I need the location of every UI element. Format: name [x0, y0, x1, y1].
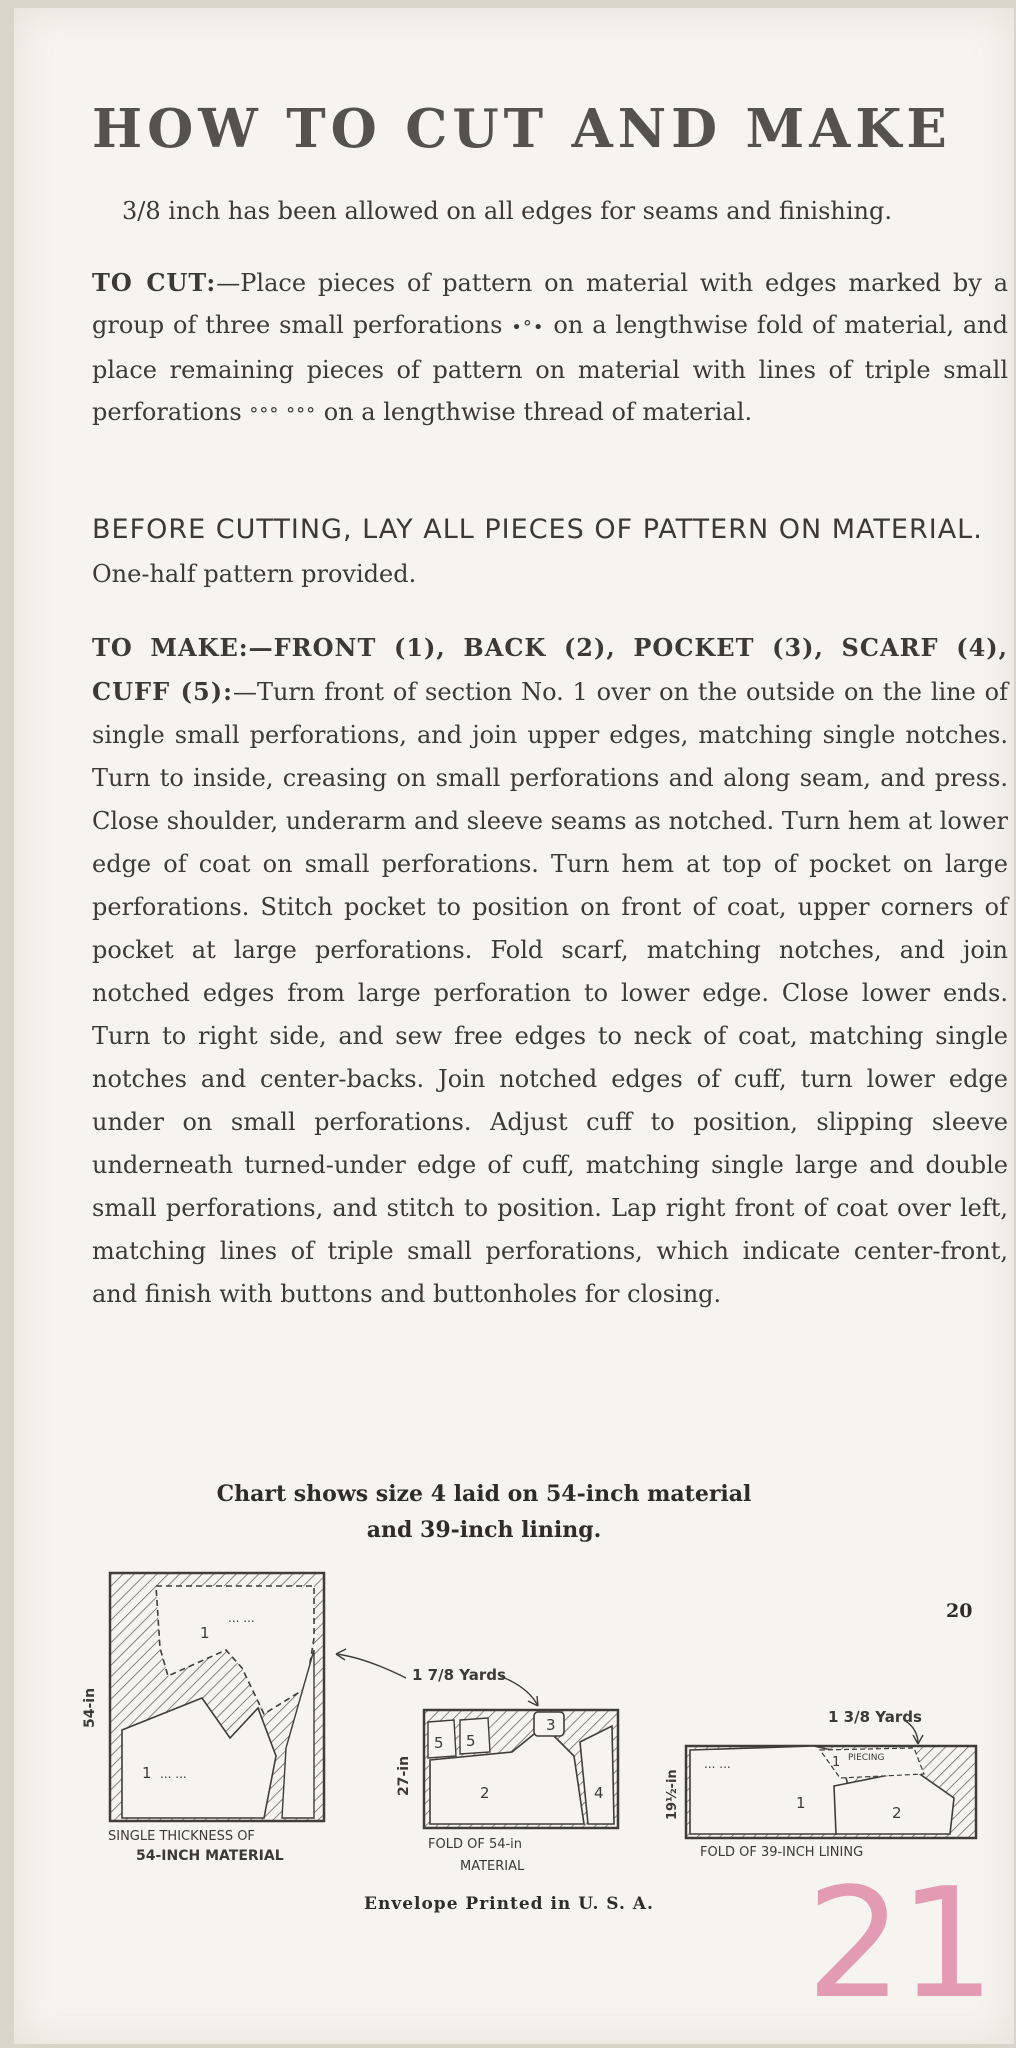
- d1-piece-label-b: 1: [142, 1764, 152, 1782]
- yardage-label-2: 1 3/8 Yards: [828, 1708, 922, 1726]
- chart-caption-line-2: and 39-inch lining.: [366, 1517, 602, 1543]
- layout-diagram-54-inch-single: [82, 1573, 324, 1864]
- layout-diagram-39-inch-lining: [665, 1746, 976, 1860]
- d1-caption-line-1: SINGLE THICKNESS OF: [108, 1829, 255, 1844]
- yardage-annotation-1: [336, 1649, 538, 1706]
- d2-caption-line-1: FOLD OF 54-in: [428, 1837, 523, 1852]
- page-number-small: 20: [946, 1600, 973, 1622]
- d1-caption-line-2: 54-INCH MATERIAL: [136, 1848, 284, 1864]
- layout-diagram-54-inch-fold: [396, 1710, 618, 1874]
- cutting-layout-diagrams: [14, 8, 1014, 2044]
- page-number-stamp: 21: [806, 1855, 992, 2032]
- to-cut-text-3: on a lengthwise thread of material.: [323, 398, 753, 426]
- to-make-heading: TO MAKE:—FRONT (1), BACK (2), POCKET (3), SCARF (4), CUFF (5):: [92, 633, 1008, 706]
- d1-piece-label-a: 1: [200, 1624, 210, 1642]
- d2-caption-line-2: MATERIAL: [460, 1859, 525, 1874]
- to-cut-heading: TO CUT:: [92, 268, 217, 297]
- d2-piece-5b: 5: [466, 1732, 476, 1750]
- d3-piece-1b: 1: [832, 1755, 841, 1770]
- allowance-fraction: 3/8: [122, 197, 161, 225]
- d2-piece-2: 2: [480, 1784, 490, 1802]
- to-cut-text-2: on a lengthwise fold of material, and place remaining pieces of pattern on material with lines of triple small perforations: [92, 311, 1008, 426]
- before-cutting-caps: BEFORE CUTTING, LAY ALL PIECES OF PATTERN ON MATERIAL.: [92, 514, 983, 545]
- before-cutting-rest: One-half pattern provided.: [92, 560, 417, 588]
- d3-piece-1a: 1: [796, 1794, 806, 1812]
- d1-side-dimension: 54-in: [82, 1687, 98, 1728]
- d3-dots: ... ...: [704, 1757, 731, 1771]
- d1-dots-a: ... ...: [228, 1611, 255, 1625]
- instruction-sheet: [14, 8, 1014, 2044]
- d3-caption: FOLD OF 39-INCH LINING: [700, 1845, 864, 1860]
- to-cut-text-1: —Place pieces of pattern on material with edges marked by a group of three small perforations: [92, 269, 1009, 339]
- perforation-lines-symbol: °°° °°°: [249, 404, 317, 425]
- yardage-label-1: 1 7/8 Yards: [412, 1666, 506, 1684]
- d3-piecing-label: PIECING: [848, 1753, 885, 1763]
- d3-piece-2: 2: [892, 1804, 902, 1822]
- d3-side-dimension: 19½-in: [665, 1769, 680, 1820]
- perforation-group-symbol: •°•: [511, 317, 545, 338]
- chart-caption-line-1: Chart shows size 4 laid on 54-inch material: [216, 1481, 752, 1507]
- d2-side-dimension: 27-in: [396, 1755, 412, 1796]
- to-make-text: —Turn front of section No. 1 over on the outside on the line of single small perforations, and join upper edges, matching single notches. Turn to inside, creasing on small perforations and along seam, and press. Close shoulder, underarm and sleeve seams as notched. Turn hem at lower edge of coat on small perforations. Turn hem at top of pocket on large perforations. Stitch pocket to position on front of coat, upper corners of pocket at large perforations. Fold scarf, matching notches, and join notched edges from large perforation to lower edge. Close lower ends. Turn to right side, and sew free edges to neck of coat, matching single notches and center-backs. Join notched edges of cuff, turn lower edge under on small perforations. Adjust cuff to position, slipping sleeve underneath turned-under edge of cuff, matching single large and double small perforations, and stitch to position. Lap right front of coat over left, matching lines of triple small perforations, which indicate center-front, and finish with buttons and buttonholes for closing.: [92, 678, 1009, 1308]
- page-title: HOW TO CUT AND MAKE: [92, 98, 952, 160]
- envelope-printed-note: Envelope Printed in U. S. A.: [364, 1894, 654, 1914]
- yardage-annotation-2: [828, 1708, 923, 1744]
- d2-piece-3: 3: [546, 1716, 556, 1734]
- d1-dots-b: ... ...: [160, 1767, 187, 1781]
- d2-piece-5a: 5: [434, 1734, 444, 1752]
- d2-piece-4: 4: [594, 1784, 604, 1802]
- yardage-arrow-1a: [336, 1654, 406, 1678]
- allowance-text: inch has been allowed on all edges for seams and finishing.: [168, 197, 893, 225]
